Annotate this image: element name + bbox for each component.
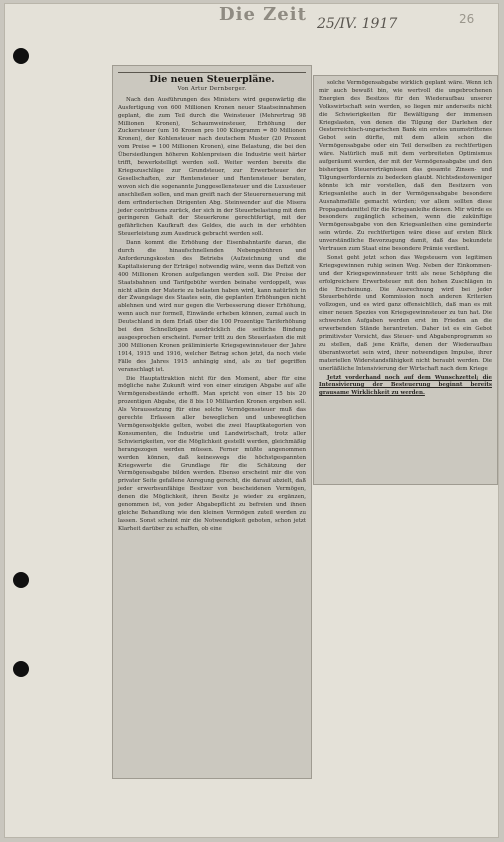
paragraph: Nach den Ausführungen des Ministers wird gegenwärtig die Ausfertigung von 600 Millionen Kronen neuer Staatseinnahmen geplant, die zum Teil durch die Weinsteuer (Mehrertrag 98 Millionen Kronen), Schaumweinsteuer, Erhöhung der Zuckersteuer (um 16 Kronen pro 100 Kilogramm = 80 Millionen Kronen), der Kohlensteuer nach deutschem Muster (20 Prozent vom Preise = 100 Millionen Kronen), eine Belastung, die bei den Übersiedlungen höheren Kohlenpreisen die Industrie weit härter trifft, bewerkstelligt werden soll. Weiter werden bereits die Kriegszuschläge zur Grundsteuer, zur Erwerbsteuer der Gesellschaften, zur Rentensteuer und Rentensteuer beraten, wovon sich die sogenannte Junggesellensteuer und die Luxusteuer anschließen sollen, und man greift nach der Steuererneuerung mit dem erfinderischen Dirigenten Abg. Steinwender auf die Misera jeder contribuens zurück, der sich in der Steuerbelastung mit dem geringeren Gehalt der Steuerkrone gerechtfertigt, mit der gefährlichen Kaufkraft des Geldes, die auch in der erhöhten Steuerleistung zum Ausdruck gebracht werden soll. (118, 96, 306, 238)
article-title: Die neuen Steuerpläne. (149, 74, 275, 85)
top-rule (118, 72, 306, 73)
newspaper-clipping-left (112, 65, 312, 779)
archive-sheet (4, 3, 499, 838)
page-number: 26 (459, 12, 475, 26)
punch-hole (13, 48, 29, 64)
punch-hole (13, 572, 29, 588)
punch-hole (13, 661, 29, 677)
closing-note: Jetzt vorderhand noch auf dem Wunschzettel; die Intensivierung der Besteuerung beginnt bereits grausame Wirklichkeit zu werden. (319, 374, 492, 397)
article-column-1 (113, 66, 311, 539)
newspaper-clipping-right (313, 75, 498, 485)
paragraph: Dann kommt die Erhöhung der Eisenbahntarife daran, die durch die hinaufschnellenden Nebengebühren und Anforderungskosten des Betriebs (Aufzeichnung und die Kapitalisierung der Erträge) notwendig wäre, wenn das Defizit von 400 Millionen Kronen aufgefangen werden soll. Die Preise der Staatsbahnen und Tarifgebühr werden beinahe verdoppelt, was nicht allein der Materie zu belasten haben wird, kann natürlich in der Zwangslage des Staates sein, die geplanten Erhöhungen nicht ablehnen und wird nur gegen die Verbesserung dieser Erhöhung, wenn auch nur formell, Einwände erheben können, zumal auch in Deutschland in dem Erlaß über die 100 Prozentige Tariferhöhung bei den Schnellzügen ausdrücklich die seitliche Bindung ausgesprochen erscheint. Ferner tritt zu den Steuerlasten die mit 300 Millionen Kronen präliminierte Kriegsgewinnsteuer der Jahre 1914, 1915 und 1916, welcher Betrag schon jetzt, da noch viele Fälle des Jahres 1915 anhängig sind, als zu tief gegriffen veranschlagt ist. (118, 240, 306, 373)
paragraph: Die Hauptattraktion nicht für den Moment, aber für eine mögliche nahe Zukunft wird von einer einzigen Abgabe auf alle Vermögensbestände erhofft. Man spricht von einer 15 bis 20 prozentigen Abgabe, die 8 bis 10 Milliarden Kronen ergeben soll. Als Voraussetzung für eine solche Vermögenssteuer muß das gerechte Erfassen aller beweglichen und unbeweglichen Vermögensobjekte gelten, wobei die zwei Hauptkategorien von Konsumenten, die Industrie und Landwirtschaft, trotz aller Schwierigkeiten, vor die Möglichkeit gestellt werden, gleichmäßig herangezogen werden müssen. Ferner müßte angenommen werden können, daß keineswegs die höchstgespannten Kriegswerte die Grundlage für die Schätzung der Vermögensabgabe bilden werden. Ebenso erscheint mir die von privater Seite gefallene Anregung gerecht, die darauf abzielt, daß jeder erwerbsunfähige Besitzer von bescheidenen Vermögen, denen die Möglichkeit, ihren Besitz je wieder zu ergänzen, genommen ist, von jeder Abgabepflicht zu befreien und ihnen gleiche Behandlung wie den kleinen Vermögen zuteil werden zu lassen. Sonst scheint mir die Notwendigkeit geboten, schon jetzt Klarheit darüber zu schaffen, ob eine (118, 375, 306, 532)
masthead-stamp: Die Zeit (219, 4, 307, 25)
paragraph: Sonst geht jetzt schon das Wegsteuern von legitimen Kriegsgewinnen ruhig seinen Weg. Neben der Einkommen- und der Kriegsgewinnsteuer tritt als neue Schöpfung die erfolgreichere Erwerbsteuer mit den hohen Zuschlägen in die Erscheinung. Die Ausrechnung wird bei jeder Steuerbehörde und Kommission noch anderen Kriterien vollzogen, und es wird ganz offensichtlich, daß man es mit einer neuen Spezies von Kriegsgewinnsteuer zu tun hat. Die schwersten Aufgaben werden erst im Frieden an die erwerbenden Stände herantreten. Daher ist es ein Gebot primitivster Vorsicht, das Steuer- und Abgabenprogramm so zu stellen, daß jene Kräfte, denen der Wiederaufbau überantwortet sein wird, ihrer notwendigen Impulse, ihrer materiellen Widerstandsfähigkeit nicht beraubt werden. Die unerläßliche Intensivierung der Wirtschaft nach dem Kriege (319, 254, 492, 372)
article-author: Von Artur Dernberger. (177, 85, 247, 92)
paragraph: solche Vermögensabgabe wirklich geplant wäre. Wenn ich mir auch bewußt bin, wie wertvoll die ungebrochenen Energien des Besitzes für den Wiederaufbau unserer Volkswirtschaft sein werden, so liegen mir anderseits nicht die Schwierigkeiten für Bewältigung der immensen Kriegslasten, von denen die Tilgung der Darlehen der Oesterreichisch-ungarischen Bank ein erstes unumstrittenes Gebot sein dürfte, mit dem allein schon die Vermögensabgabe oder ein Teil derselben zu rechtfertigen wäre. Natürlich muß mit dem verbreiteten Optimismus aufgeräumt werden, der mit der Vermögensabgabe und den bisherigen Steuererträgnissen das gesamte Zinsen- und Tilgungserfordernis zu bedecken glaubt. Nichtsdestoweniger könnte ich mir vorstellen, daß den Besitzern von Kriegsanleihe auch in der Vermögensabgabe besondere Ausnahmsfälle gemacht würden; vor allem sollten diese Propagandamittel für die Kriegsanleihe dienen. Mir würde es besonders zugänglich scheinen, wenn die zukünftige Vermögensabgabe von den Kriegsanleihen eine geminderte sein würde. Zu rechtfertigen wäre diese auf ersten Blick unverständliche Bevorzugung damit, daß das bekundete Vertrauen zum Staat eine besondere Prämie verdient. (319, 80, 492, 253)
handwritten-date: 25/IV. 1917 (317, 16, 398, 32)
article-column-2 (314, 76, 497, 403)
